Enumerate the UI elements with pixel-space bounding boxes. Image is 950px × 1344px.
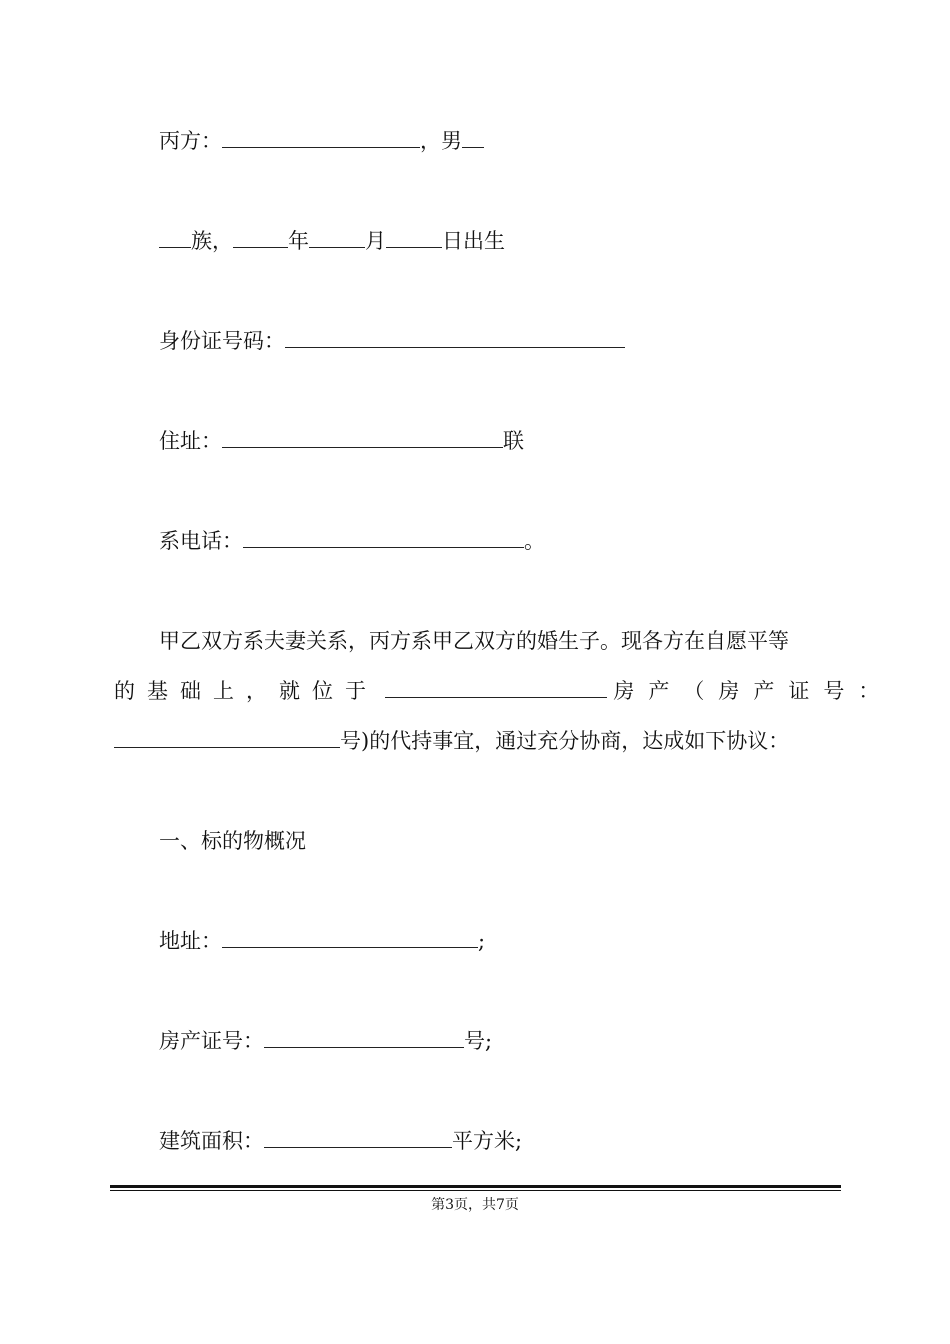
intro-line-3-text: 号)的代持事宜，通过充分协商，达成如下协议： xyxy=(340,729,790,753)
ethnic-blank xyxy=(159,227,191,248)
section-1-heading: 一、标的物概况 xyxy=(159,829,306,853)
party-c-gender-label: ，男 xyxy=(420,129,462,153)
birth-day-blank xyxy=(386,227,442,248)
page-number: 第3页，共7页 xyxy=(431,1197,519,1213)
address-c-line xyxy=(159,426,524,456)
party-c-line xyxy=(159,126,484,156)
site-address-blank xyxy=(222,927,478,948)
id-number-line xyxy=(159,326,625,356)
intro-line-2-b: 房产（房产证号： xyxy=(613,679,894,703)
birth-month-blank xyxy=(309,227,365,248)
property-cert-tail: 号; xyxy=(464,1029,493,1053)
property-cert-label: 房产证号： xyxy=(159,1029,264,1053)
day-label: 日出生 xyxy=(442,229,505,253)
site-address-label: 地址： xyxy=(159,929,222,953)
certificate-number-blank xyxy=(114,727,340,748)
site-address-line xyxy=(159,926,485,956)
floor-area-line xyxy=(159,1126,522,1156)
floor-area-label: 建筑面积： xyxy=(159,1129,264,1153)
property-cert-line xyxy=(159,1026,492,1056)
intro-line-1: 甲乙双方系夫妻关系，丙方系甲乙双方的婚生子。现各方在自愿平等 xyxy=(159,629,789,653)
phone-tail: 。 xyxy=(524,529,545,553)
floor-area-tail: 平方米; xyxy=(452,1129,523,1153)
site-address-tail: ; xyxy=(478,929,486,953)
intro-line-2-a: 的基础上，就位于 xyxy=(114,679,378,703)
address-c-label: 住址： xyxy=(159,429,222,453)
party-c-label: 丙方： xyxy=(159,129,222,153)
month-label: 月 xyxy=(365,229,386,253)
year-label: 年 xyxy=(288,229,309,253)
footer-rule-thick xyxy=(110,1185,841,1188)
footer-rule-thin xyxy=(110,1190,841,1191)
intro-line-3 xyxy=(114,726,789,756)
id-number-blank xyxy=(285,327,625,348)
property-cert-blank xyxy=(264,1027,464,1048)
party-c-gender-blank xyxy=(462,127,484,148)
address-c-blank xyxy=(222,427,503,448)
phone-line xyxy=(159,526,545,556)
id-number-label: 身份证号码： xyxy=(159,329,285,353)
intro-line-2 xyxy=(114,676,894,706)
ethnic-birth-line xyxy=(159,226,505,256)
phone-label: 系电话： xyxy=(159,529,243,553)
party-c-name-blank xyxy=(222,127,420,148)
address-c-tail: 联 xyxy=(503,429,524,453)
birth-year-blank xyxy=(233,227,288,248)
floor-area-blank xyxy=(264,1127,452,1148)
phone-blank xyxy=(243,527,524,548)
ethnic-label: 族， xyxy=(191,229,233,253)
property-location-blank xyxy=(385,677,607,698)
